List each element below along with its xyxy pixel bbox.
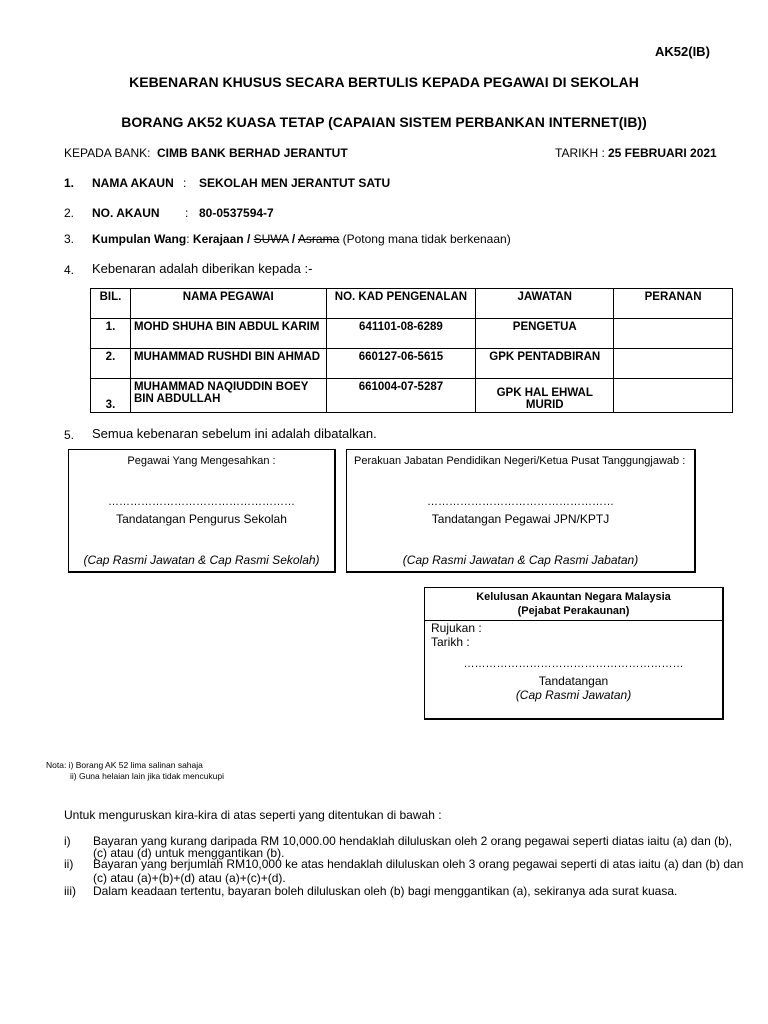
principal-signature-box [68,449,336,573]
jpn-signature-box [346,449,696,573]
note-line-2: ii) Guna helaian lain jika tidak mencukupi [70,771,225,781]
bank-label: KEPADA BANK: [64,146,151,160]
rule-3-line-1: Dalam keadaan tertentu, bayaran boleh diluluskan oleh (b) bagi menggantikan (a), sekiranya ada surat kuasa. [93,884,678,898]
account-number-colon: : [185,206,189,220]
fund-group-line [92,232,511,246]
rule-1-line-2: (c) atau (d) untuk menggantikan (b). [93,846,285,860]
account-name-label: NAMA AKAUN [92,176,174,190]
header-bil: BIL. [91,289,131,319]
signature-line: …………………………………………… [108,496,295,508]
header-ic: NO. KAD PENGENALAN [326,289,476,319]
account-number-value: 80-0537594-7 [199,206,274,220]
item-4-number: 4. [64,263,75,277]
approval-header [425,588,722,621]
cell-bil: 1. [91,319,131,349]
item-1-number: 1. [64,176,75,190]
fund-separator: / [246,232,251,246]
account-name-colon: : [183,176,187,190]
cell-ic: 660127-06-5615 [326,349,476,379]
principal-signature-label: Tandatangan Pengurus Sekolah [116,512,287,526]
bank-value: CIMB BANK BERHAD JERANTUT [157,146,348,160]
approval-title: Kelulusan Akauntan Negara Malaysia (Pejabat Perakaunan) [476,591,671,617]
header-nama: NAMA PEGAWAI [130,289,326,319]
table-header-row [91,289,733,319]
rule-2-line-1: Bayaran yang berjumlah RM10,000 ke atas hendaklah diluluskan oleh 3 orang pegawai seperti di atas iaitu (a) dan (b) dan [93,857,744,871]
account-number-label: NO. AKAUN [92,206,160,220]
cell-nama: MUHAMMAD NAQIUDDIN BOEY BIN ABDULLAH [130,379,326,413]
approval-stamp-label: (Cap Rasmi Jawatan) [515,688,632,702]
cell-bil: 2. [91,349,131,379]
rule-2-line-2: (c) atau (a)+(b)+(d) atau (a)+(c)+(d). [93,871,286,885]
date-label: TARIKH : [555,146,605,160]
fund-group-colon: : [186,232,190,246]
fund-note: (Potong mana tidak berkenaan) [342,232,511,246]
item-2-number: 2. [64,206,75,220]
form-code: AK52(IB) [655,44,710,59]
authorization-text: Kebenaran adalah diberikan kepada :- [92,261,313,276]
fund-suwa: SUWA [253,232,289,246]
signature-line: …………………………………………………… [463,658,684,670]
header-jawatan: JAWATAN [476,289,614,319]
account-name-value: SEKOLAH MEN JERANTUT SATU [199,176,391,190]
approval-reference-label: Rujukan : [431,621,482,635]
table-row [91,379,733,413]
principal-stamp-label: (Cap Rasmi Jawatan & Cap Rasmi Sekolah) [83,553,320,567]
cell-jawatan: GPK HAL EHWAL MURID [476,379,614,413]
cell-peranan [614,349,733,379]
fund-kerajaan: Kerajaan [192,232,244,246]
rule-1-number: i) [64,834,71,848]
cell-jawatan: PENGETUA [476,319,614,349]
item-3-number: 3. [64,232,75,246]
cell-peranan [614,379,733,413]
jpn-stamp-label: (Cap Rasmi Jawatan & Cap Rasmi Jabatan) [402,553,639,567]
fund-group-label: Kumpulan Wang [92,232,187,246]
cell-bil: 3. [91,379,131,413]
approval-box [424,587,724,720]
cancellation-text: Semua kebenaran sebelum ini adalah dibatalkan. [92,426,377,441]
cell-nama: MUHAMMAD RUSHDI BIN AHMAD [130,349,326,379]
fund-asrama: Asrama [297,232,340,246]
form-title-2: BORANG AK52 KUASA TETAP (CAPAIAN SISTEM PERBANKAN INTERNET(IB)) [121,114,647,130]
cell-peranan [614,319,733,349]
cell-ic: 661004-07-5287 [326,379,476,413]
date-value: 25 FEBRUARI 2021 [608,146,717,160]
jpn-signature-label: Tandatangan Pegawai JPN/KPTJ [431,512,610,526]
table-row [91,319,733,349]
cell-jawatan: GPK PENTADBIRAN [476,349,614,379]
item-5-number: 5. [64,428,75,442]
jpn-box-title: Perakuan Jabatan Pendidikan Negeri/Ketua Pusat Tanggungjawab : [354,455,686,467]
table-row [91,349,733,379]
fund-separator: / [291,232,296,246]
cell-nama: MOHD SHUHA BIN ABDUL KARIM [130,319,326,349]
approval-signature-label: Tandatangan [538,674,609,688]
rule-2-number: ii) [64,857,74,871]
rule-1-line-1: Bayaran yang kurang daripada RM 10,000.00 hendaklah diluluskan oleh 2 orang pegawai seperti diatas iaitu (a) dan (b), [93,834,733,848]
principal-box-title: Pegawai Yang Mengesahkan : [127,455,276,467]
signature-line: …………………………………………… [427,496,614,508]
rules-intro: Untuk menguruskan kira-kira di atas seperti yang ditentukan di bawah : [64,808,442,822]
note-line-1: Nota: i) Borang AK 52 lima salinan sahaja [46,760,203,770]
approval-date-label: Tarikh : [431,635,470,649]
header-peranan: PERANAN [614,289,733,319]
rule-3-number: iii) [64,884,76,898]
form-title-1: KEBENARAN KHUSUS SECARA BERTULIS KEPADA PEGAWAI DI SEKOLAH [129,74,639,90]
officer-table [90,288,733,413]
cell-ic: 641101-08-6289 [326,319,476,349]
